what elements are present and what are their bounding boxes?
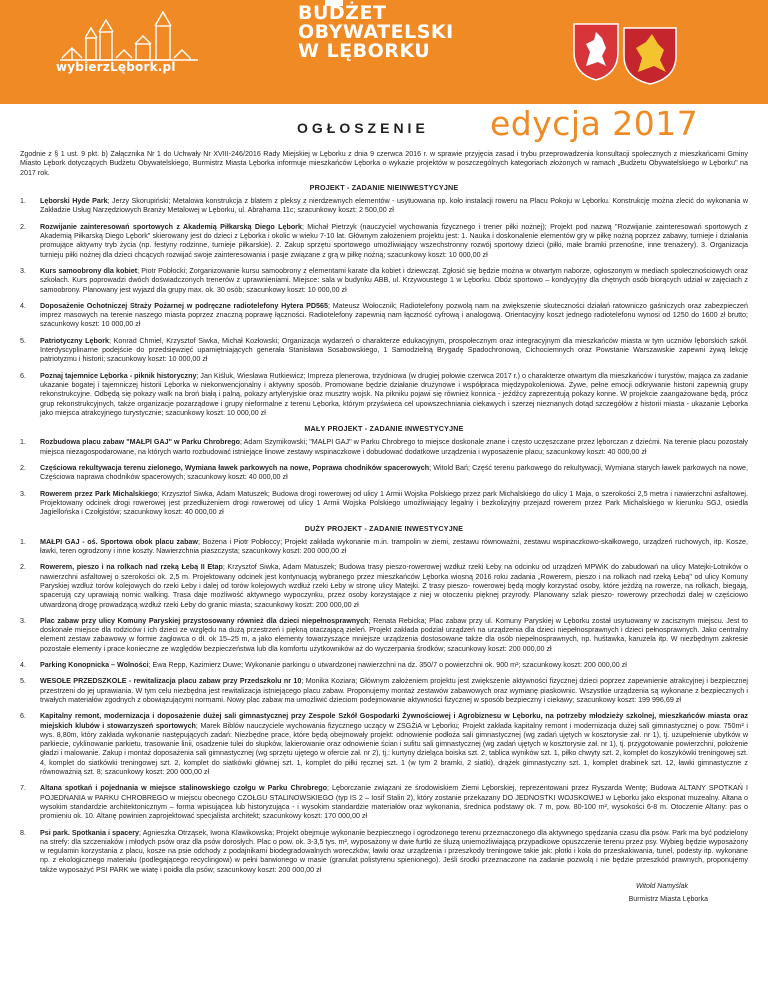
project-title: Rowerem przez Park Michalskiego [40, 489, 158, 498]
project-title: Psi park. Spotkania i spacery [40, 828, 139, 837]
announcement-heading: OGŁOSZENIE [297, 120, 429, 136]
griffin-crest-icon [572, 22, 620, 82]
header-banner [0, 0, 768, 104]
project-text [40, 677, 748, 705]
budget-title-line-3: W LĘBORKU [298, 40, 431, 62]
project-title: Rowerem, pieszo i na rolkach nad rzeką Łebą II Etap [40, 563, 223, 572]
project-item [20, 464, 748, 483]
project-item [20, 784, 748, 821]
project-description: ; Piotr Pobłocki; Zorganizowanie kursu samoobrony z elementami karate dla kobiet i dziewcząt. Zgłosić się będzie można w otwartym naborze, ogłoszonym w mediach społecznościowych oraz szkołach. Kurs poprowadzi dwóch doświadczonych trenerów z uprawnieniami. Miejsce: sala w budynku ABB, ul. Krzywoustego 1 w Lęborku. Obóz sportowo – kondycyjny dla chętnych osób biorących udział w zajęciach z samoobrony. Planowany jest wyjazd dla grupy max. ok. 30 osób; szacunkowy koszt: 10 000,00 zł [40, 266, 748, 294]
project-text [40, 617, 748, 654]
project-text [40, 438, 748, 457]
project-title: Kurs samoobrony dla kobiet [40, 266, 138, 275]
edition-label: edycja 2017 [490, 104, 699, 143]
project-item [20, 677, 748, 705]
project-title: MAŁPI GAJ - oś. Sportowa obok placu zabaw [40, 537, 198, 546]
project-number: 2. [20, 563, 26, 572]
project-title: Altana spotkań i pojednania w miejsce stalinowskiego czołgu w Parku Chrobrego [40, 784, 327, 793]
project-description: ; Krzysztof Siwka, Adam Matuszek; Budowa drogi rowerowej od ulicy 1 Armii Wojska Polskiego przez park Michalskiego do ulicy 1 Maja, o szerokości 2,5 metra i nawierzchni asfaltowej. Projektowany odcinek drogi rowerowej jest przedłużeniem drogi rowerowej od ulicy 1 Armii Wojska Polskiego umożliwiający legalny i bezkolizyjny przejazd rowerem przez Park Michalskiego w kierunku SGJ, osiedla Jagiellońska i Czołgistów; szacunkowy koszt: 40 000,00 zł [40, 489, 748, 517]
project-item [20, 197, 748, 216]
project-text [40, 302, 748, 330]
project-item [20, 302, 748, 330]
project-title: Częściowa rekultywacja terenu zielonego, Wymiana ławek parkowych na nowe, Poprawa chodników spacerowych [40, 464, 430, 473]
section-title: PROJEKT - ZADANIE NIEINWESTYCYJNE [309, 183, 459, 192]
project-number: 3. [20, 489, 26, 498]
project-title: Rozbudowa placu zabaw "MAŁPI GAJ" w Parku Chrobrego [40, 438, 240, 447]
city-website-name: wybierzLębork.pl [56, 60, 176, 74]
project-number: 4. [20, 301, 26, 310]
project-text [40, 197, 748, 216]
city-skyline-logo [58, 8, 208, 86]
project-description: ; Jerzy Skorupiński; Metalowa konstrukcja z blatem z pleksy z nierdzewnych elementów - usytuowana np. koło instalacji roweru na Placu Pokoju w Lęborku. Konstrukcję można zlecić do wykonania w Zakładzie Usług Narzędziowych Branży Metalowej w Lęborku, ul. Abrahama 11c; szacunkowy koszt: 2 500,00 zł [40, 197, 748, 215]
project-description: ; Witold Bań; Część terenu parkowego do rekultywacji, Wymiana starych ławek parkowych na nowe, Częściowa naprawa chodników spacerowych; szacunkowy koszt: 40 000,00 zł [40, 464, 748, 482]
project-description: ; Konrad Chmiel, Krzysztof Siwka, Michał Kozłowski; Organizacja wydarzeń o charakterze edukacyjnym, prospołecznym oraz integracyjnym dla mieszkańców miasta w tym uczniów lęborskich szkół. Interdyscyplinarne podejście do przedsięwzięć upamiętniających generała Stanisława Sosabowskiego, 1 Samodzielną Brygadę Spadochronową, Cichociemnych oraz Powstanie Warszawskie zapewni żywą lekcję patriotyzmu i historii; szacunkowy koszt: 10 000,00 zł [40, 336, 748, 364]
project-text [40, 661, 748, 670]
project-description: ; Jan Kiśluk, Wiesława Rutkiewicz; Impreza plenerowa, trzydniowa (w drugiej połowie czerwca 2017 r.) o charakterze otwartym dla mieszkańców i turystów, mająca za zadanie ukazanie bogatej i tajemniczej historii Lęborka w niekonwencjonalny i aktywny sposób. Promowane będzie działanie drużynowe i współpraca międzypokoleniowa. Żywe, pełne emocji odkrywanie historii zapewnią grupy rekonstrukcyjne. Odbędą się pokazy walk na broń białą i palną, pokazy artyleryjskie oraz musztry wojsk. Na pikniku pojawi się również konnica - jeźdźcy zaprezentują pokazy konne. W projekcie zaangażowane będą, prócz grup rekonstrukcyjnych, także organizacje pozarządowe i grupy nieformalne z terenu Lęborka, którym przyświeca cel upowszechniania ciekawych i szerzej nieznanych dotąd szczegółów z historii miasta - ukazanie Lęborka jako miejsca atrakcyjnego turystycznie; szacunkowy koszt: 10 000,00 zł [40, 371, 748, 417]
project-text [40, 563, 748, 609]
project-number: 2. [20, 222, 26, 231]
project-title: Poznaj tajemnice Lęborka - piknik historyczny [40, 371, 197, 380]
project-description: ; Renata Rebicka; Plac zabaw przy ul. Komuny Paryskiej w Lęborku został usytuowany w zacisznym miejscu. Jest to doskonałe miejsce dla rodziców i ich dzieci ze względu na dużą przestrzeń i piękną otaczającą zieleń. Projekt zakłada podział urządzeń na urządzenia dla dzieci niepełnosprawnych i dzieci pełnosprawnych. Jako centralny element zestaw zabawowy w formie żaglowca o dł. ok 15–25 m, a jako elementy towarzyszące mniejsze urządzenia dostosowane także dla osób niepełnosprawnych, np. huśtawka, karuzela itp. W niezbędnym zakresie pozostałe elementy i prace konieczne ze względów bezpieczeństwa lub dla komfortu użytkowników aż do wyczerpania środków; szacunkowy koszt: 200 000,00 zł [40, 616, 748, 653]
project-text [40, 372, 748, 418]
project-description: ; Monika Koziara; Głównym założeniem projektu jest zwiększenie aktywności fizycznej dzieci poprzez zapewnienie atrakcyjnej i bezpiecznej przestrzeni do jej uprawiania. W tym celu niezbędna jest rewitalizacja istniejącego placu zabaw. Proponujemy montaż zestawów zabawowych oraz wymianę piaskownic. Wszystkie urządzenia są wykonane z bezpiecznych i trwałych materiałów zgodnych z obowiązującymi normami. Nowy plac zabaw ma umożliwić dzieciom podejmowanie aktywności fizycznej w sposób bezpieczny i ciekawy; szacunkowy koszt: 199 996,69 zł [40, 677, 749, 704]
project-item [20, 490, 748, 518]
project-title: Parking Konopnicka – Wolności [40, 661, 149, 670]
project-number: 3. [20, 616, 26, 625]
budget-title-line-2: OBYWATELSKI [298, 21, 454, 43]
project-description: ; Mateusz Wołocznik; Radiotelefony pozwolą nam na zwiększenie skuteczności działań ratowniczo gaśniczych oraz zabezpieczeń imprez masowych na terenie naszego miasta poprzez znaczną poprawę łączności. Radiotelefony zapewnią nam łączność cyfrową i analogową. Orientacyjny koszt jednego radiotelefonu wynosi od 1250 do 1600 zł brutto; szacunkowy koszt: 10 000,00 zł [40, 301, 748, 329]
project-text [40, 829, 748, 875]
project-description: ; Michał Pietrzyk (nauczyciel wychowania fizycznego i trener piłki nożnej); Projekt pod nazwą "Rozwijanie zainteresowań sportowych z Akademią Piłkarską Diego Lębork" skierowany jest do dzieci z Lęborka i okolic w wieku 7-10 lat. Głównym założeniem projektu jest: 1. Nauka i doskonalenie elementów gry w piłkę nożną poprzez zabawy, turnieje i działania promujące aktywny tryb życia (np. festyny rodzinne, turnieje piłkarskie). 2. Zakup sprzętu sportowego umożliwiający wszechstronny rozwój sportowy dzieci (piłki, małe bramki przenośne, inne trenażery). 3. Organizacja turnieju piłki nożnej dla dzieci chcących rozwijać swoje zainteresowania i pasje związane z grą w piłkę nożną; szacunkowy koszt: 10 000,00 zł [40, 222, 748, 259]
project-text [40, 464, 748, 483]
project-description: ; Agnieszka Otrząsek, Iwona Klawikowska; Projekt obejmuje wykonanie bezpiecznego i ogrodzonego terenu przeznaczonego dla aktywnego spędzania czasu dla psów. Park ma być podzielony na strefy: dla szczeniaków i młodych psów oraz dla psów dorosłych. Plac o pow. ok. 3-3,5 tys. m², wyposażony w dwie furtki ze śluzą uniemożliwiającą przypadkowe opuszczenie terenu przez psy. Wybieg będzie wyposażony w regulamin korzystania z placu, kosze na psie odchody z podajnikami biodegradowalnych woreczków, ławki oraz urządzenia i przeszkody treningowe takie jak: płotki i koła do przeskakiwania, tunel, podesty itp. wykonane np. z ekologicznego materiału (podlegającego recyclingowi) w pełni barwionego w masie (granulat polistyrenu spienionego). Jeśli środki przeznaczone na zadanie pozwolą i nie będzie przeszkód prawnych, proponujemy także wyposażyć PSI PARK we wiatę i poidła dla psów; szacunkowy koszt: 200 000,00 zł [40, 828, 748, 874]
project-title: Doposażenie Ochotniczej Straży Pożarnej w podręczne radiotelefony Hytera PD565 [40, 301, 328, 310]
project-item [20, 617, 748, 654]
project-number: 4. [20, 661, 26, 670]
project-item [20, 829, 748, 875]
project-text [40, 712, 748, 777]
project-text [40, 223, 748, 260]
signature-role: Burmistrz Miasta Lęborka [628, 896, 708, 904]
project-number: 5. [20, 677, 26, 686]
project-item [20, 661, 748, 670]
project-description: ; Ewa Repp, Kazimierz Duwe; Wykonanie parkingu o utwardzonej nawierzchni na dz. 350/7 o powierzchni ok. 900 m²; szacunkowy koszt: 200 000,00 zł [148, 661, 627, 670]
project-title: Kapitalny remont, modernizacja i doposażenie dużej sali gimnastycznej przy Zespole Szkół Gospodarki Żywnościowej i Agrobiznesu w Lęborku, na potrzeby młodzieży szkolnej, mieszkańców miasta oraz miejskich klubów i stowarzyszeń sportowych [40, 712, 748, 730]
project-item [20, 438, 748, 457]
section-title: DUŻY PROJEKT - ZADANIE INWESTYCYJNE [304, 524, 464, 533]
intro-paragraph: Zgodnie z § 1 ust. 9 pkt. b) Załącznika Nr 1 do Uchwały Nr XVIII-246/2016 Rady Miejskiej w Lęborku z dnia 9 czerwca 2016 r. w sprawie przyjęcia zasad i trybu przeprowadzenia konsultacji społecznych z mieszkańcami Gminy Miasto Lębork dotyczących Budżetu Obywatelskiego, Burmistrz Miasta Lęborka informuje mieszkańców Lęborka o wykazie projektów w poszczególnych kategoriach złożonych w ramach „Budżetu Obywatelskiego w Lęborku" na 2017 rok. [20, 150, 748, 177]
budget-title [298, 4, 454, 61]
project-number: 6. [20, 371, 26, 380]
project-item [20, 538, 748, 557]
project-number: 8. [20, 828, 26, 837]
project-number: 7. [20, 784, 26, 793]
budget-title-line-1: BUDŻET [298, 2, 387, 24]
project-item [20, 337, 748, 365]
project-text [40, 267, 748, 295]
project-description: ; Marek Biblów nauczyciele wychowania fizycznego uczący w ZSGŻiA w Lęborku; Projekt zakłada kapitalny remont i modernizacja dużej sali gimnastycznej o pow. 750m² i wys. 8,80m, który zakłada wykonanie następujących zadań: Niezbędne prace, które będą obejmowały projekt: odnowienie podłoża sali gimnastycznej (wg zadań ujętych w kosztorysie zał. nr 1), tj. uzupełnienie ubytków w parkiecie, cyklinowanie parkietu, trasowanie linii, osadzenie tulei do słupków, lakierowanie oraz odnowienie ścian i sufitu sali gimnastycznej (wg zadań ujętych w kosztorysie zał. nr 1), tj. przygotowanie powierzchni, położenie gładzi i malowanie. Zakup i montaż doposażenia sali gimnastycznej (wg sprzętu ujętego w ofercie zał. nr 2), tj.: kurtyny dzieląca boiska szt. 2, tablica wyników szt. 1, piłko chwyty szt. 2, komplet do koszykówki treningowej szt. 4, komplet do siatkówki treningowej szt. 2, komplet do siatkówki głównej szt. 1, komplet do piłki ręcznej szt. 1 (w tym 2 bramki, 2 siatki), drążek gimnastyczny szt. 1, komplet drabinek szt. 12, ławki gimnastyczne z równoważnią szt. 8; szacunkowy koszt: 200 000,00 zł [40, 721, 748, 777]
project-description: ; Lęborczanie związani ze środowiskiem Ziemi Lęborskiej, reprezentowani przez Ryszarda Wentę; Budowa ALTANY SPOTKAŃ I POJEDNANIA w PARKU CHROBREGO w miejscu obecnego CZOŁGU STALINOWSKIEGO (typ IS 2 – Iosif Stalin 2), który zostanie przekazany DO JEDNOSTKI WOJSKOWEJ w Lęborku jako eksponat muzealny. Altana o wysokim standardzie architektonicznym – forma wpisującea lub historyzująca - i wysokim standardzie materiałów oraz wykonania, średnica podstawy ok. 7 m, pow. 80-100 m², wysokości 6-8 m. Otoczenie Altany: pas o promieniu ok. 10. Altanę powinien zaprojektować specjalista architekt; szacunkowy koszt: 170 000,00 zł [40, 784, 748, 821]
project-item [20, 372, 748, 418]
project-description: ; Bożena i Piotr Pobłoccy; Projekt zakłada wykonanie m.in. trampolin w ziemi, zestawu równoważni, zestawu wspinaczkowo-skałkowego, urządzeń ruchowych, itp. Kosze, ławki, teren ogrodzony i inne koszty. Nawierzchnia piaszczysta; szacunkowy koszt: 200 000,00 zł [40, 537, 748, 556]
project-description: ; Adam Szymikowski; "MAŁPI GAJ" w Parku Chrobrego to miejsce doskonale znane i często uczęszczane przez lęborczan z dziećmi. Na terenie placu pozostały miejsca niezagospodarowane, na których warto rozbudować istniejące linowe zestawy wspinaczkowe i dobudować dodatkowe urządzenia i wyposażenie placu; szacunkowy koszt: 40 000,00 zł [40, 438, 748, 456]
project-number: 3. [20, 266, 26, 275]
project-title: WESOŁE PRZEDSZKOLE - rewitalizacja placu zabaw przy Przedszkolu nr 10 [40, 677, 302, 686]
project-text [40, 784, 748, 821]
project-item [20, 712, 748, 777]
section-title: MAŁY PROJEKT - ZADANIE INWESTYCYJNE [304, 425, 464, 434]
project-title: Lęborski Hyde Park [40, 197, 108, 206]
project-number: 6. [20, 712, 26, 721]
project-description: ; Krzysztof Siwka, Adam Matuszek; Budowa trasy pieszo-rowerowej wzdłuż rzeki Łeby na odcinku od urządzeń MPWiK do zabudowań na ulicy Matejki-Lotników o nawierzchni asfaltowej o szerokości ok. 2,5 m. Projektowany odcinek jest kontynuacją wybranego przez mieszkańców Lęborka wiosną 2016 roku zadania „Rowerem, pieszo i na rolkach nad rzeką Łebą" od ulicy Komuny Paryskiej wzdłuż torów kolejowych do rzeki Łeby i dalej od torów kolejowych wzdłuż rzeki Łeby w stronę ulicy Matejki. Z trasy pieszo- rowerowej będą mogły korzystać osoby, które jeżdżą na rowerze, na rolkach, biegają, spacerują czy uprawiają nornic walking. Trasa daje możliwość aktywnego wypoczynku, przez osoby korzystające z niej w otoczeniu pięknej przyrody. Planowany szlak pieszo- rowerowy przechodzi dalej w częściowo utwardzoną drogę prowadzącą wzdłuż rzeki Łeby do granic miasta; szacunkowy koszt: 200 000,00 zł [40, 563, 748, 609]
project-item [20, 267, 748, 295]
project-text [40, 337, 748, 365]
lion-crest-icon [622, 26, 678, 86]
project-title: Plac zabaw przy ulicy Komuny Paryskiej przystosowany również dla dzieci niepełnosprawnych [40, 616, 369, 625]
project-item [20, 563, 748, 609]
project-text [40, 490, 748, 518]
project-number: 2. [20, 464, 26, 473]
project-item [20, 223, 748, 260]
project-title: Patriotyczny Lębork [40, 336, 109, 345]
project-number: 1. [20, 438, 26, 447]
project-text [40, 538, 748, 557]
document-body [0, 150, 768, 905]
announcement-band [0, 104, 768, 144]
project-number: 5. [20, 336, 26, 345]
project-sections [20, 184, 748, 875]
signature-name: Witold Namyślak [635, 883, 688, 890]
project-number: 1. [20, 197, 26, 206]
project-title: Rozwijanie zainteresowań sportowych z Akademią Piłkarską Diego Lębork [40, 222, 302, 231]
project-number: 1. [20, 537, 26, 546]
